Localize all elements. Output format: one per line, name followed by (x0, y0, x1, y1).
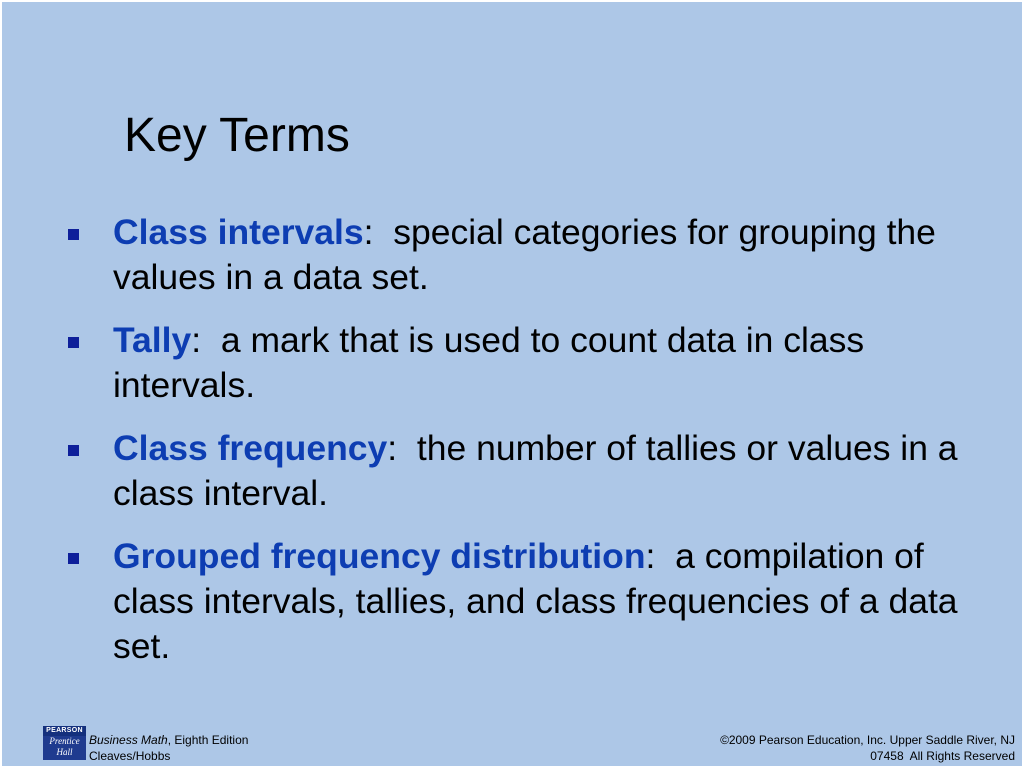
square-bullet-icon (68, 445, 79, 456)
term-separator: : (191, 320, 202, 360)
book-title-line (89, 732, 248, 748)
logo-line-hall: Hall (56, 747, 73, 757)
term-name: Class frequency (113, 428, 388, 468)
book-edition: , Eighth Edition (167, 733, 249, 747)
term-separator: : (387, 428, 398, 468)
term-item (62, 534, 982, 669)
term-name: Tally (113, 320, 192, 360)
terms-list (62, 210, 982, 687)
term-definition: a mark that is used to count data in class intervals. (113, 320, 875, 405)
footer-copyright (720, 732, 1015, 764)
square-bullet-icon (68, 229, 79, 240)
copyright-symbol: © (719, 733, 729, 747)
pearson-prentice-hall-logo (43, 726, 86, 760)
slide-title: Key Terms (124, 109, 350, 162)
term-definition: a compilation of class intervals, tallies, and class frequencies of a data set. (113, 536, 968, 666)
term-name: Class intervals (113, 212, 364, 252)
book-citation (89, 726, 248, 764)
square-bullet-icon (68, 337, 79, 348)
term-item (62, 318, 982, 408)
copyright-line-1 (720, 732, 1015, 748)
term-item (62, 426, 982, 516)
copyright-line-2: 07458 All Rights Reserved (870, 749, 1015, 763)
term-definition: special categories for grouping the values in a data set. (113, 212, 946, 297)
term-separator: : (363, 212, 374, 252)
slide (2, 2, 1022, 766)
book-title: Business Math (89, 733, 168, 747)
logo-line-prentice: Prentice (49, 736, 80, 746)
copyright-text-1: 2009 Pearson Education, Inc. Upper Saddle River, NJ (728, 733, 1015, 747)
book-authors: Cleaves/Hobbs (89, 749, 171, 763)
term-item (62, 210, 982, 300)
footer-book-info (43, 726, 248, 764)
square-bullet-icon (68, 553, 79, 564)
term-name: Grouped frequency distribution (113, 536, 646, 576)
logo-line-pearson: PEARSON (43, 726, 86, 736)
term-separator: : (645, 536, 656, 576)
term-definition: the number of tallies or values in a class interval. (113, 428, 968, 513)
